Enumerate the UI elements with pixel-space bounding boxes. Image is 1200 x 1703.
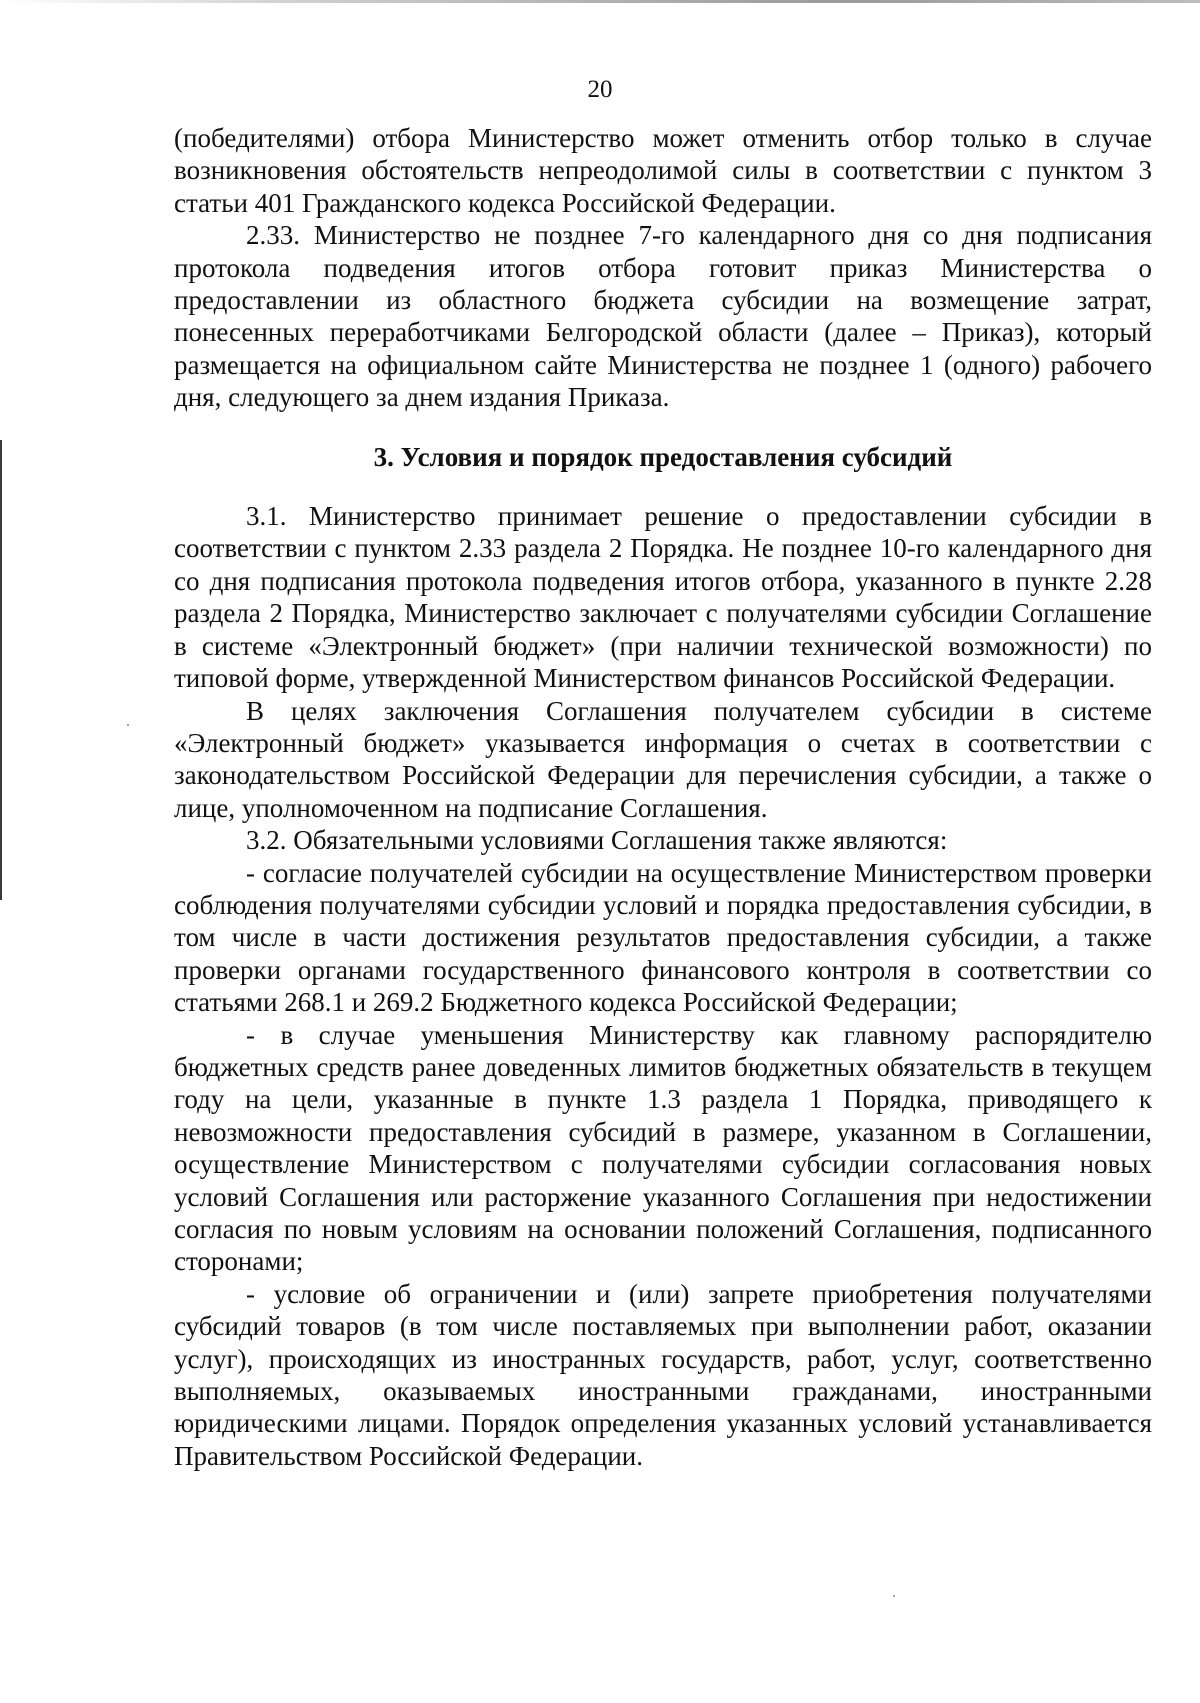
scan-top-edge (0, 0, 1200, 3)
list-item-consent: - согласие получателей субсидии на осуществление Министерством проверки соблюдения получателями субсидии условий и порядка предоставления субсидии, в том числе в части достижения результатов предоставления субсидии, а также проверки органами государственного финансового контроля в соответствии со статьями 268.1 и 269.2 Бюджетного кодекса Российской Федерации; (174, 857, 1152, 1018)
scan-left-edge (0, 440, 2, 900)
paragraph-agreement-info: В целях заключения Соглашения получателем субсидии в системе «Электронный бюджет» указывается информация о счетах в соответствии с законодательством Российской Федерации для перечисления субсидии, а также о лице, уполномоченном на подписание Соглашения. (174, 695, 1152, 823)
paragraph-3-1: 3.1. Министерство принимает решение о предоставлении субсидии в соответствии с пунктом 2.33 раздела 2 Порядка. Не позднее 10-го календарного дня со дня подписания протокола подведения итогов отбора, указанного в пункте 2.28 раздела 2 Порядка, Министерство заключает с получателями субсидии Соглашение в системе «Электронный бюджет» (при наличии технической возможности) по типовой форме, утвержденной Министерством финансов Российской Федерации. (174, 501, 1152, 694)
section-heading: 3. Условия и порядок предоставления субсидий (373, 441, 953, 472)
list-item-foreign-restriction: - условие об ограничении и (или) запрете приобретения получателями субсидий товаров (в том числе поставляемых при выполнении работ, оказании услуг), происходящих из иностранных государств, работ, услуг, соответственно выполняемых, оказываемых иностранными гражданами, иностранными юридическими лицами. Порядок определения указанных условий устанавливается Правительством Российской Федерации. (174, 1278, 1152, 1471)
scan-speck (127, 724, 129, 726)
page-number: 20 (587, 76, 613, 103)
paragraph-2-33: 2.33. Министерство не позднее 7-го календарного дня со дня подписания протокола подведения итогов отбора готовит приказ Министерства о предоставлении из областного бюджета субсидии на возмещение затрат, понесенных переработчиками Белгородской области (далее – Приказ), который размещается на официальном сайте Министерства не позднее 1 (одного) рабочего дня, следующего за днем издания Приказа. (174, 220, 1152, 413)
paragraph-3-2: 3.2. Обязательными условиями Соглашения также являются: (246, 825, 948, 856)
document-body (174, 122, 1152, 1472)
list-item-limits-reduction: - в случае уменьшения Министерству как главному распорядителю бюджетных средств ранее доведенных лимитов бюджетных обязательств в текущем году на цели, указанные в пункте 1.3 раздела 1 Порядка, приводящего к невозможности предоставления субсидий в размере, указанном в Соглашении, осуществление Министерством с получателями субсидии согласования новых условий Соглашения или расторжение указанного Соглашения при недостижении согласия по новым условиям на основании положений Соглашения, подписанного сторонами; (174, 1019, 1152, 1277)
paragraph-continuation: (победителями) отбора Министерство может отменить отбор только в случае возникновения обстоятельств непреодолимой силы в соответствии с пунктом 3 статьи 401 Гражданского кодекса Российской Федерации. (174, 123, 1152, 218)
scan-speck (893, 1595, 895, 1597)
